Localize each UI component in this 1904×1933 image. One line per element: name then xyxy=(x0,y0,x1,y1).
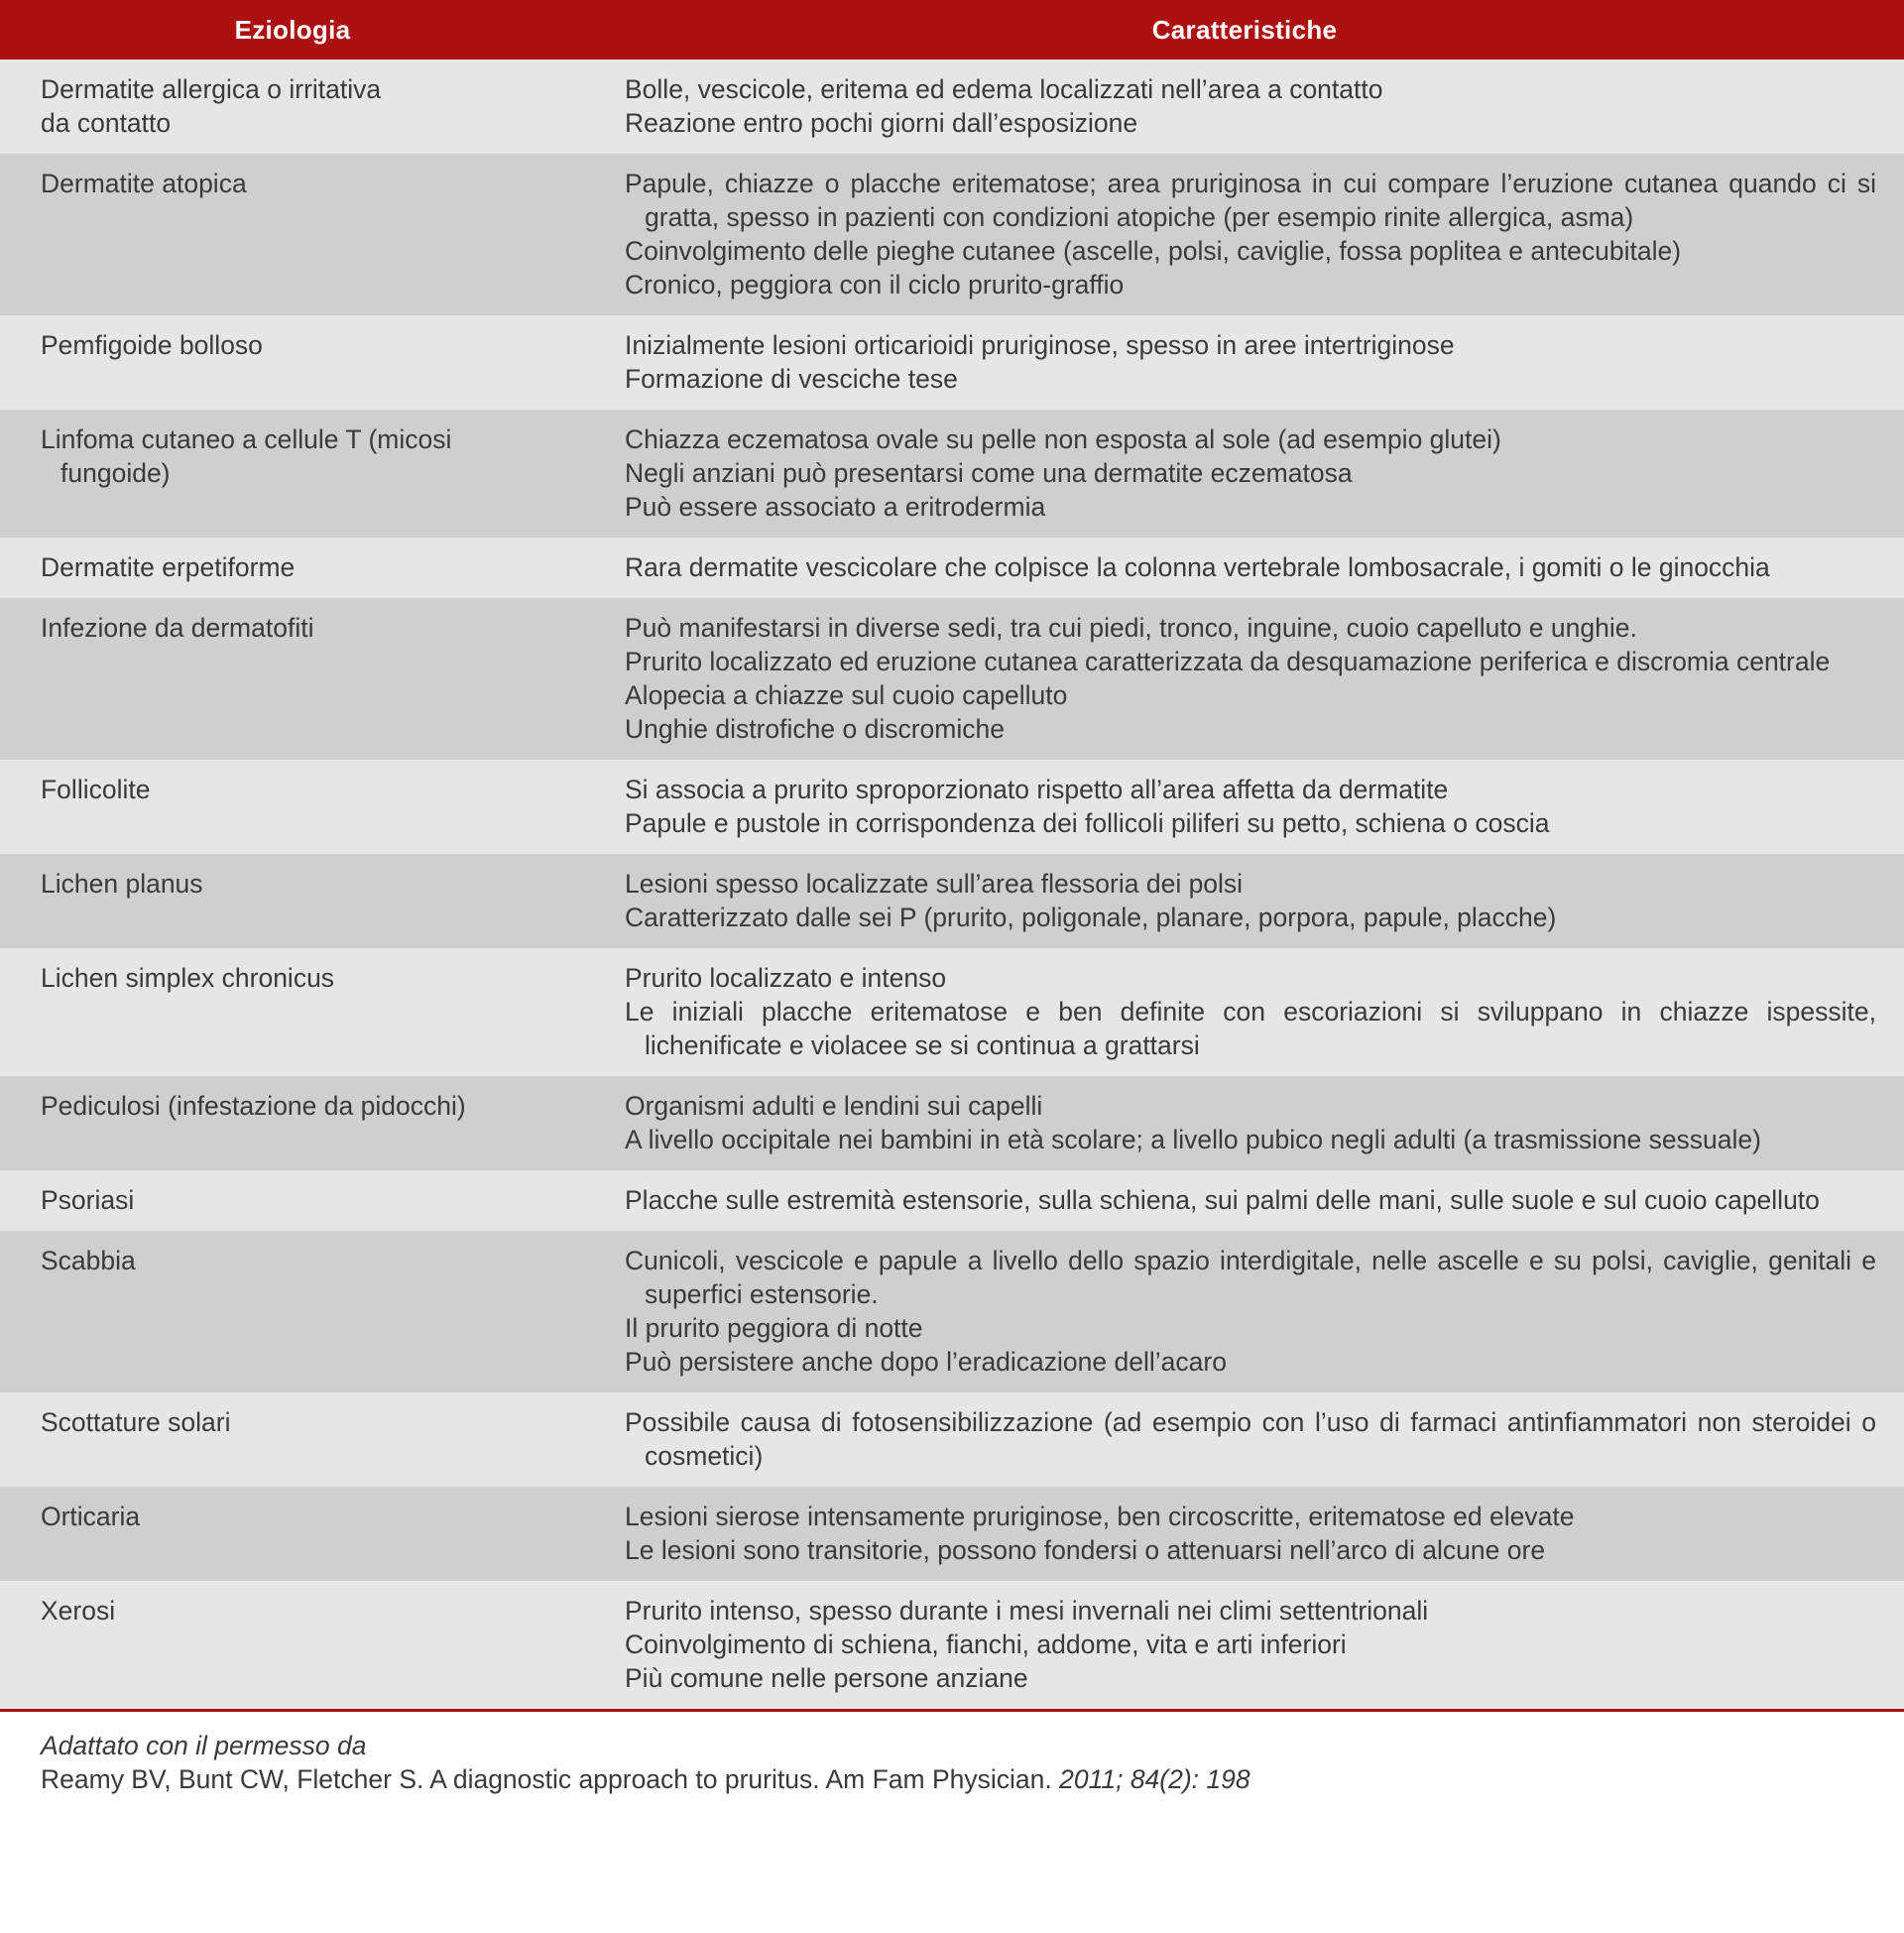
table-row xyxy=(0,1392,1904,1487)
etiology-cell xyxy=(0,948,585,1076)
characteristic-item: Possibile causa di fotosensibilizzazione (ad esempio con l’uso di farmaci antinfiammatori non steroidei o cosmetici) xyxy=(625,1407,1876,1471)
characteristic-item: Prurito intenso, spesso durante i mesi invernali nei climi settentrionali xyxy=(625,1596,1429,1626)
characteristic-item: Cronico, peggiora con il ciclo prurito-graffio xyxy=(625,270,1125,300)
source-footer xyxy=(0,1712,1904,1796)
characteristic-item: Cunicoli, vescicole e papule a livello dello spazio interdigitale, nelle ascelle e su polsi, caviglie, genitali e superfici estensorie. xyxy=(625,1246,1876,1309)
etiology-cell xyxy=(0,598,585,760)
characteristic-item: Rara dermatite vescicolare che colpisce la colonna vertebrale lombosacrale, i gomiti o le ginocchia xyxy=(625,552,1770,582)
etiology-cell xyxy=(0,1581,585,1709)
etiology-text: Lichen planus xyxy=(41,869,203,899)
etiology-text: Scottature solari xyxy=(41,1407,231,1437)
characteristics-cell xyxy=(585,854,1904,948)
etiology-cell xyxy=(0,1170,585,1231)
characteristic-item: Le lesioni sono transitorie, possono fondersi o attenuarsi nell’arco di alcune ore xyxy=(625,1535,1546,1565)
etiology-text: Follicolite xyxy=(41,775,151,804)
characteristics-cell xyxy=(585,154,1904,315)
characteristics-cell xyxy=(585,760,1904,854)
etiology-text: Xerosi xyxy=(41,1596,116,1626)
characteristic-item: Chiazza eczematosa ovale su pelle non esposta al sole (ad esempio glutei) xyxy=(625,424,1501,454)
etiology-text: Dermatite erpetiforme xyxy=(41,552,296,582)
characteristics-cell xyxy=(585,410,1904,538)
etiology-cell xyxy=(0,1392,585,1487)
characteristic-item: Formazione di vesciche tese xyxy=(625,364,958,394)
table-row xyxy=(0,410,1904,538)
header-etiology: Eziologia xyxy=(0,0,585,60)
characteristic-item: Reazione entro pochi giorni dall’esposizione xyxy=(625,108,1138,138)
characteristic-item: Caratterizzato dalle sei P (prurito, poligonale, planare, porpora, papule, placche) xyxy=(625,903,1557,932)
etiology-cell xyxy=(0,1487,585,1581)
table-row xyxy=(0,1170,1904,1231)
source-credit: Adattato con il permesso da xyxy=(41,1731,367,1760)
etiology-text: Scabbia xyxy=(41,1246,136,1275)
table-row xyxy=(0,854,1904,948)
table-row xyxy=(0,1581,1904,1709)
table-row xyxy=(0,1487,1904,1581)
characteristics-cell xyxy=(585,1231,1904,1392)
etiology-text: Infezione da dermatofiti xyxy=(41,613,314,643)
characteristics-cell xyxy=(585,60,1904,154)
characteristic-item: Organismi adulti e lendini sui capelli xyxy=(625,1091,1043,1121)
characteristic-item: Coinvolgimento di schiena, fianchi, addome, vita e arti inferiori xyxy=(625,1630,1347,1659)
characteristic-item: Papule, chiazze o placche eritematose; area pruriginosa in cui compare l’eruzione cutanea quando ci si gratta, spesso in pazienti con condizioni atopiche (per esempio rinite allergica, asma) xyxy=(625,169,1876,232)
etiology-cell xyxy=(0,854,585,948)
characteristics-cell xyxy=(585,948,1904,1076)
characteristic-item: Coinvolgimento delle pieghe cutanee (ascelle, polsi, caviglie, fossa poplitea e antecubitale) xyxy=(625,236,1682,266)
etiology-cell xyxy=(0,1231,585,1392)
characteristic-item: Può persistere anche dopo l’eradicazione dell’acaro xyxy=(625,1347,1227,1377)
etiology-text: da contatto xyxy=(41,108,172,138)
etiology-text: Lichen simplex chronicus xyxy=(41,963,335,993)
characteristic-item: Può essere associato a eritrodermia xyxy=(625,492,1046,522)
table-row xyxy=(0,1231,1904,1392)
characteristic-item: Prurito localizzato ed eruzione cutanea caratterizzata da desquamazione periferica e discromia centrale xyxy=(625,647,1831,676)
source-reference xyxy=(41,1762,1904,1796)
characteristic-item: Il prurito peggiora di notte xyxy=(625,1313,923,1343)
characteristic-item: Placche sulle estremità estensorie, sulla schiena, sui palmi delle mani, sulle suole e sul cuoio capelluto xyxy=(625,1185,1820,1215)
table-row xyxy=(0,60,1904,154)
etiology-cell xyxy=(0,410,585,538)
characteristics-cell xyxy=(585,1392,1904,1487)
etiology-text: Orticaria xyxy=(41,1502,141,1531)
etiology-text: Pediculosi (infestazione da pidocchi) xyxy=(41,1091,466,1121)
characteristic-item: Alopecia a chiazze sul cuoio capelluto xyxy=(625,680,1068,710)
characteristic-item: Più comune nelle persone anziane xyxy=(625,1663,1028,1693)
etiology-cell xyxy=(0,760,585,854)
etiology-text: Pemfigoide bolloso xyxy=(41,330,263,360)
characteristic-item: Lesioni sierose intensamente pruriginose, ben circoscritte, eritematose ed elevate xyxy=(625,1502,1575,1531)
characteristic-item: Bolle, vescicole, eritema ed edema localizzati nell’area a contatto xyxy=(625,74,1383,104)
etiology-text: Linfoma cutaneo a cellule T (micosi xyxy=(41,424,452,454)
table-body xyxy=(0,60,1904,1709)
characteristic-item: Lesioni spesso localizzate sull’area flessoria dei polsi xyxy=(625,869,1244,899)
etiology-cell xyxy=(0,60,585,154)
characteristics-cell xyxy=(585,1581,1904,1709)
etiology-cell xyxy=(0,1076,585,1170)
table-row xyxy=(0,154,1904,315)
etiology-text: Psoriasi xyxy=(41,1185,135,1215)
table-row xyxy=(0,598,1904,760)
characteristic-item: Unghie distrofiche o discromiche xyxy=(625,714,1005,744)
reference-volume: 2011; 84(2): 198 xyxy=(1059,1764,1250,1794)
etiology-text: Dermatite atopica xyxy=(41,169,247,198)
table-row xyxy=(0,760,1904,854)
characteristics-cell xyxy=(585,598,1904,760)
characteristic-item: Si associa a prurito sproporzionato rispetto all’area affetta da dermatite xyxy=(625,775,1449,804)
etiology-text: fungoide) xyxy=(60,458,171,488)
header-characteristics: Caratteristiche xyxy=(585,0,1904,60)
characteristics-cell xyxy=(585,1487,1904,1581)
etiology-cell xyxy=(0,315,585,410)
table-row xyxy=(0,948,1904,1076)
characteristic-item: Può manifestarsi in diverse sedi, tra cui piedi, tronco, inguine, cuoio capelluto e unghie. xyxy=(625,613,1637,643)
etiology-cell xyxy=(0,154,585,315)
table-header-row xyxy=(0,0,1904,60)
table-row xyxy=(0,315,1904,410)
characteristic-item: Le iniziali placche eritematose e ben definite con escoriazioni si sviluppano in chiazze ispessite, lichenificate e violacee se si continua a grattarsi xyxy=(625,997,1876,1060)
characteristic-item: Prurito localizzato e intenso xyxy=(625,963,947,993)
table-row xyxy=(0,538,1904,598)
characteristic-item: A livello occipitale nei bambini in età scolare; a livello pubico negli adulti (a trasmissione sessuale) xyxy=(625,1125,1761,1154)
characteristics-cell xyxy=(585,1076,1904,1170)
table-row xyxy=(0,1076,1904,1170)
reference-citation: Reamy BV, Bunt CW, Fletcher S. A diagnostic approach to pruritus. Am Fam Physician. xyxy=(41,1764,1052,1794)
characteristic-item: Inizialmente lesioni orticarioidi pruriginose, spesso in aree intertriginose xyxy=(625,330,1455,360)
characteristics-cell xyxy=(585,1170,1904,1231)
etiology-text: Dermatite allergica o irritativa xyxy=(41,74,382,104)
characteristic-item: Papule e pustole in corrispondenza dei follicoli piliferi su petto, schiena o coscia xyxy=(625,808,1550,838)
characteristics-cell xyxy=(585,315,1904,410)
etiology-cell xyxy=(0,538,585,598)
characteristic-item: Negli anziani può presentarsi come una dermatite eczematosa xyxy=(625,458,1353,488)
characteristics-cell xyxy=(585,538,1904,598)
